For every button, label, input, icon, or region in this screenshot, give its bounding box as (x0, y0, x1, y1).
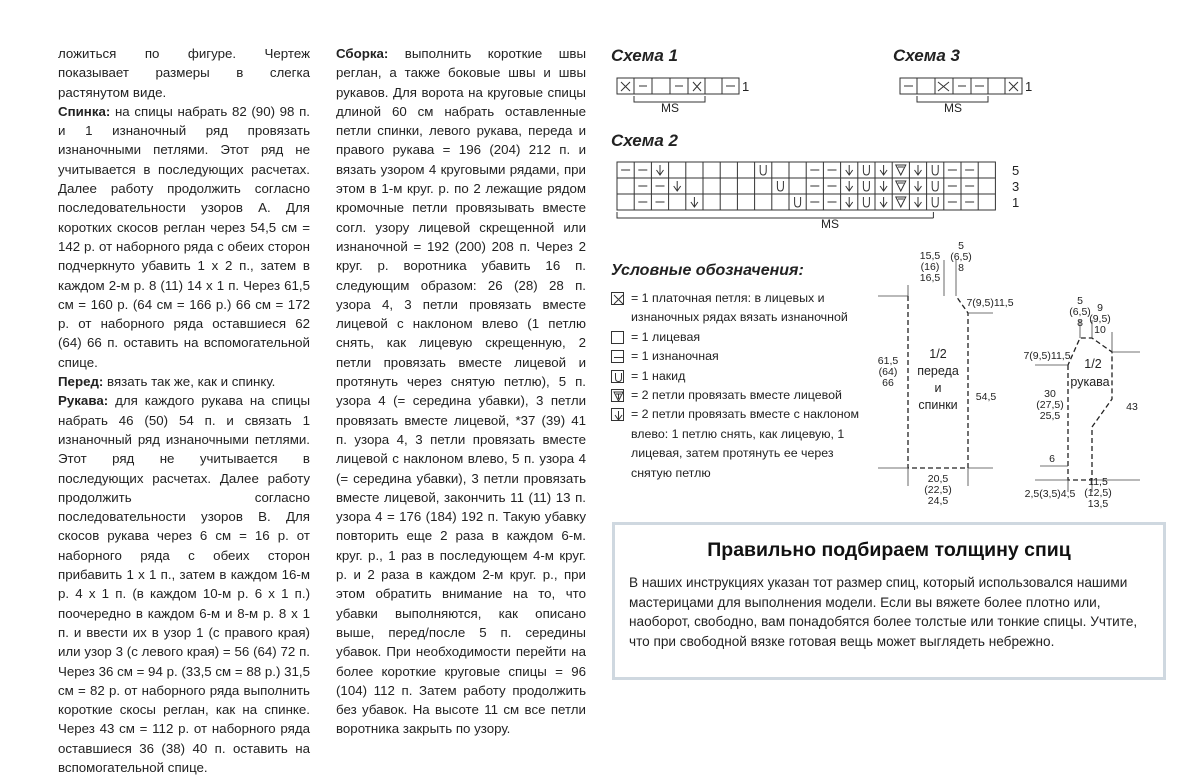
knit-icon (611, 331, 624, 344)
sleeve-dim-top-a: 5 (1077, 295, 1083, 307)
note-body: В наших инструкциях указан тот размер спиц, который использовался нашими мастерицами для выполнения модели. Если вы вяжете более плотно или, наоборот, свободно, вам понадобятся более толстые или тонкие спицы. Учтите, что при свободной вязке готовая вещь может выглядеть небрежно. (629, 575, 1138, 649)
legend-item-ssk (611, 405, 871, 483)
yarn-over-symbol (863, 197, 869, 207)
scheme-3-title: Схема 3 (893, 46, 960, 65)
ssk-symbol (846, 181, 853, 191)
body-label-3: и (934, 381, 942, 395)
dim-bottom-a: 20,5 (927, 473, 949, 485)
paragraph-assembly (336, 44, 586, 739)
paragraph-intro: ложиться по фигуре. Чертеж показывает размеры в слегка растянутом виде. (58, 46, 310, 100)
k2tog-symbol (896, 165, 906, 175)
assembly-text: выполнить короткие швы реглан, а также боковые швы и швы рукавов. Для ворота на круговые спицы длиной 60 см набрать оставленные петли спинки, левого рукава, переда и правого рукава = 196 (204) 212 п. и вязать узором 4 круговыми рядами, при этом в 1-м круг. р. по 2 лежащие рядом кромочные петли провязывать вместе согл. узору лицевой скрещенной или изнаночной = 192 (200) 208 п. Через 2 круг. р. воротника убавить 16 п. следующим образом: 26 (28) 28 п. узора 4, 3 петли провязать вместе лицевой с наклоном влево (1 петлю снять, как лицевую скрещенную, 2 петли провязать вместе лицевой и протянуть через снятую петлю), 5 п. узора 4 (= середина убавки), 3 петли провязать вместе лицевой, *37 (39) 41 п. узора 4, 3 петли провязать вместе лицевой с наклоном влево, 5 п. узора 4 (= середина убавки), 3 петли провязать вместе лицевой, закончить 11 (11) 13 п. узора 4 = 176 (184) 192 п. Такую убавку повторить еще 2 раза в каждом 6-м. круг. р., 1 раз в последующем 4-м круг. р. и 2 раза в каждом 2-м круг. р., при этом обратить внимание на то, что убавки выполняются, как описано выше, перед/после 5 п. середины убавок. При необходимости перейти на более короткие круговые спицы = 96 (104) 112 п. Затем работу продолжить без убавок. На высоте 11 см все петли воротника закрыть по узору. (336, 46, 586, 737)
sleeve-dim-bottom-b: (12,5) (1084, 487, 1112, 499)
sleeve-label-2: рукава (1070, 375, 1110, 389)
dim-top-b: (16) (920, 261, 940, 273)
dim-top-c: 16,5 (919, 272, 941, 284)
sleeve-dim-top-c: 8 (1077, 317, 1083, 329)
dim-bottom-b: (22,5) (924, 484, 952, 496)
sleeves-label: Рукава: (58, 393, 109, 409)
scheme-2-row-1: 1 (1012, 195, 1020, 210)
ssk-symbol (880, 197, 887, 207)
ssk-symbol (657, 165, 664, 175)
dim-left-b: (64) (878, 366, 898, 378)
legend-text: = 2 петли провязать вместе с наклоном влево: 1 петлю снять, как лицевую, 1 лицевая, затем протянуть ее через снятую петлю (631, 407, 860, 480)
dim-top-a: 15,5 (919, 250, 941, 262)
legend-item-purl-garter (611, 289, 871, 328)
ssk-symbol (846, 197, 853, 207)
scheme-1-title: Схема 1 (611, 46, 678, 65)
sleeve-dim-top-f: 10 (1094, 324, 1106, 336)
k2tog-icon (611, 389, 624, 402)
scheme-2-chart (615, 160, 1035, 234)
sleeve-dim-top-e: (9,5) (1089, 313, 1111, 325)
paragraph-front (58, 372, 310, 391)
dim-top-e: (6,5) (950, 251, 972, 263)
purl-icon (611, 350, 624, 363)
scheme-1-row-label: 1 (742, 79, 750, 94)
sleeve-dim-shoulder: 7(9,5)11,5 (1023, 350, 1071, 362)
yarn-over-symbol (932, 165, 938, 175)
back-text: на спицы набрать 82 (90) 98 п. и 1 изнаночный ряд провязать изнаночными петлями. Этот ряд не учитывается в последующих расчетах. Далее работу продолжить согласно последовательности узоров А. Для коротких скосов реглан через 54,5 см = 142 р. от наборного ряда с обеих сторон подчеркнуто убавить 1 х 2 п., затем в каждом 2-м р. 8 (11) 14 х 1 п. Через 61,5 см = 160 р. (64 см = 166 р.) 66 см = 172 р. от наборного ряда оставшиеся 62 (64) 66 п. оставить на вспомогательной спице. (58, 103, 310, 370)
ssk-symbol (880, 181, 887, 191)
sleeve-dim-left-a: 30 (1044, 388, 1056, 400)
dim-top-f: 8 (958, 262, 964, 274)
text-column-1 (58, 44, 310, 777)
dim-right-height: 54,5 (975, 391, 997, 403)
ms-bracket (617, 212, 933, 218)
yarn-over-symbol (863, 181, 869, 191)
sleeve-dim-top-b: (6,5) (1069, 306, 1091, 318)
sleeves-text: для каждого рукава на спицы набрать 46 (50) 54 п. и связать 1 изнаночный ряд изнаночными петлями. Этот ряд не учитывается в последующих расчетах. Далее работу продолжить согласно последовательности узоров В. Для скосов рукава через 6 см = 16 р. от наборного ряда с обеих сторон прибавить 1 х 1 п., затем в каждом 16-м р. 4 х 1 п. (в каждом 10-м р. 6 х 1 п.) поочередно в каждом 6-м и 8-м р. 8 х 1 п. и ввести их в узор 1 (с правого края) или узор 3 (с левого края) = 56 (64) 72 п. Через 36 см = 94 р. (33,5 см = 88 р.) 31,5 см = 82 р. от наборного ряда выполнить короткие скосы реглан, как на спинке. Через 43 см = 112 р. от наборного ряда оставшиеся 36 (38) 40 п. оставить на вспомогательной спице. (58, 393, 310, 775)
assembly-label: Сборка: (336, 46, 389, 61)
body-label-2: переда (917, 364, 959, 378)
legend-text: = 2 петли провязать вместе лицевой (631, 388, 842, 403)
legend (611, 289, 871, 483)
back-label: Спинка: (58, 103, 111, 119)
sleeve-dim-bottom-left: 2,5(3,5)4,5 (1024, 488, 1076, 500)
front-label: Перед: (58, 374, 104, 390)
legend-item-purl (611, 347, 871, 366)
sleeve-dim-left-b: (27,5) (1036, 399, 1064, 411)
k2tog-symbol (896, 197, 906, 207)
sleeve-dim-top-d: 9 (1097, 302, 1103, 314)
dim-left-c: 66 (882, 377, 894, 389)
scheme-1-ms: MS (661, 101, 679, 115)
legend-text: = 1 лицевая (631, 329, 701, 344)
dim-shoulder: 7(9,5)11,5 (966, 297, 1014, 309)
yarn-over-symbol (932, 181, 938, 191)
yarn-over-icon (611, 370, 624, 383)
ssk-symbol (691, 197, 698, 207)
yarn-over-symbol (863, 165, 869, 175)
ssk-symbol (846, 165, 853, 175)
ssk-symbol (674, 181, 681, 191)
needle-size-note (612, 522, 1166, 680)
text-column-2 (336, 44, 586, 739)
legend-item-k2tog (611, 386, 871, 405)
paragraph-back (58, 102, 310, 372)
sleeve-dim-right: 43 (1126, 401, 1138, 413)
legend-text: = 1 платочная петля: в лицевых и изнаночных рядах вязать изнаночной (631, 291, 848, 325)
scheme-2-ms: MS (821, 217, 839, 231)
legend-text: = 1 изнаночная (631, 349, 719, 364)
sleeve-label-1: 1/2 (1084, 357, 1102, 371)
ssk-symbol (915, 181, 922, 191)
ssk-icon (611, 408, 624, 421)
scheme-3-chart (898, 74, 1048, 114)
front-text: вязать так же, как и спинку. (103, 374, 276, 390)
scheme-1-chart (615, 74, 765, 114)
legend-item-yarn-over (611, 367, 871, 386)
paragraph-sleeves (58, 391, 310, 777)
yarn-over-symbol (932, 197, 938, 207)
sleeve-dim-left-c: 25,5 (1039, 410, 1061, 422)
dim-bottom-c: 24,5 (927, 495, 949, 507)
yarn-over-symbol (795, 197, 801, 207)
scheme-3-row-label: 1 (1025, 79, 1033, 94)
ssk-symbol (915, 197, 922, 207)
legend-text: = 1 накид (631, 368, 686, 383)
sleeve-dim-bottom-a: 11,5 (1088, 476, 1108, 488)
legend-item-knit (611, 328, 871, 347)
pattern-sleeve (1023, 292, 1170, 512)
scheme-3-ms: MS (944, 101, 962, 115)
sleeve-dim-cuff: 6 (1049, 453, 1055, 465)
ssk-symbol (880, 165, 887, 175)
body-label-1: 1/2 (929, 347, 947, 361)
pattern-front-back (868, 240, 1018, 510)
scheme-2-row-5: 5 (1012, 163, 1020, 178)
k2tog-symbol (896, 181, 906, 191)
dim-left-a: 61,5 (877, 355, 899, 367)
sleeve-dim-bottom-c: 13,5 (1087, 498, 1109, 510)
legend-title: Условные обозначения: (611, 262, 804, 279)
dim-top-d: 5 (958, 240, 964, 252)
yarn-over-symbol (760, 165, 766, 175)
scheme-2-title: Схема 2 (611, 131, 678, 150)
note-title: Правильно подбираем толщину спиц (707, 539, 1071, 561)
yarn-over-symbol (777, 181, 783, 191)
scheme-2-row-3: 3 (1012, 179, 1020, 194)
body-label-4: спинки (918, 398, 958, 412)
ssk-symbol (915, 165, 922, 175)
purl-garter-icon (611, 292, 624, 305)
